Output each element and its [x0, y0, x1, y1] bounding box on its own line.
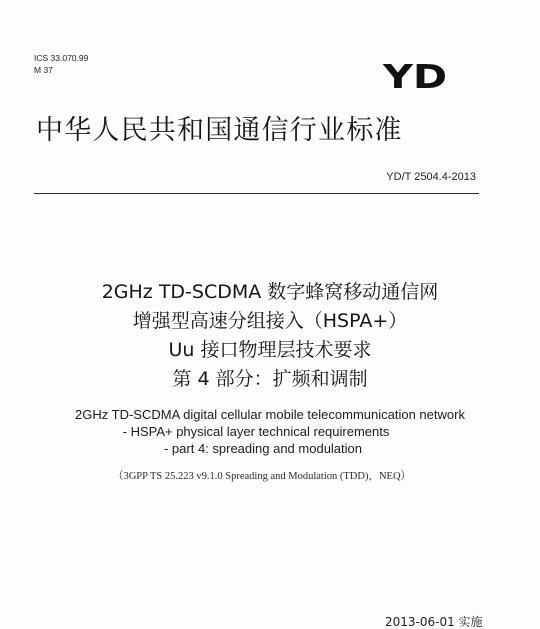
yd-logo: YD	[383, 57, 448, 96]
chinese-title-line-4: 第 4 部分：扩频和调制	[172, 368, 368, 390]
industry-standard-title: 中华人民共和国通信行业标准	[36, 115, 403, 146]
english-title-line-3: - part 4: spreading and modulation	[163, 441, 362, 456]
reference-standard-note: （3GPP TS 25.223 v9.1.0 Spreading and Modulation (TDD)，NEQ）	[112, 471, 412, 482]
standard-number: YD/T 2504.4-2013	[386, 171, 476, 183]
implementation-date: 2013-06-01 实施	[385, 615, 483, 629]
ccs-code: M 37	[34, 65, 53, 75]
chinese-title-line-2: 增强型高速分组接入（HSPA+）	[132, 310, 408, 332]
chinese-title-block	[0, 278, 540, 394]
chinese-title-line-3: Uu 接口物理层技术要求	[168, 339, 372, 361]
english-title-line-1: 2GHz TD-SCDMA digital cellular mobile telecommunication network	[75, 407, 465, 422]
english-title-line-2: - HSPA+ physical layer technical requirements	[122, 424, 390, 439]
english-title-block	[0, 406, 540, 457]
header-divider	[34, 193, 479, 194]
chinese-title-line-1: 2GHz TD-SCDMA 数字蜂窝移动通信网	[101, 281, 439, 303]
ics-code: ICS 33.070.99	[34, 53, 89, 63]
